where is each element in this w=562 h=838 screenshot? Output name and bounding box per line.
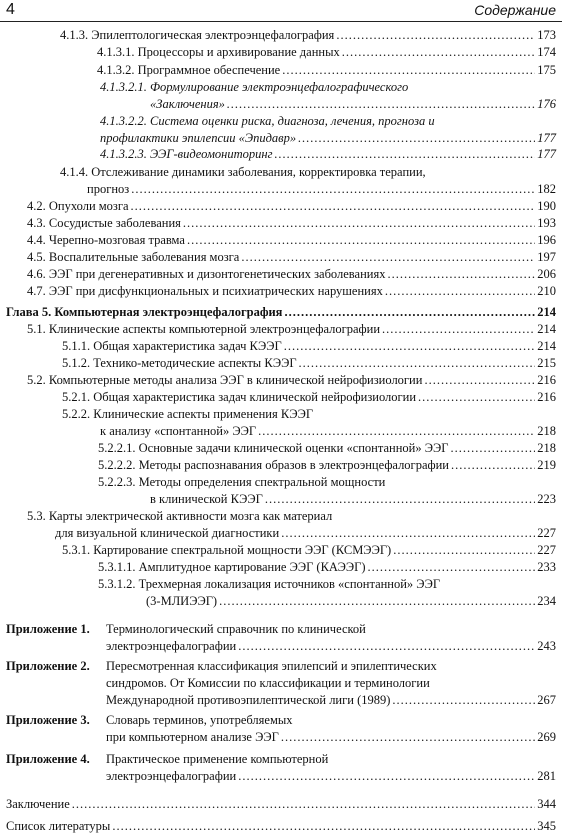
page-ref: 214 [537,339,556,353]
page-ref: 177 [537,130,556,145]
leader-dots [72,796,536,812]
toc-entry[interactable] [27,283,556,300]
entry-title: 4.1.4. Отслеживание динамики заболевания, корректировка терапии, [60,165,426,179]
page-ref: 216 [537,390,556,404]
leader-dots [424,372,535,388]
toc-entry[interactable] [62,542,556,559]
leader-dots [450,440,535,456]
leader-dots [284,304,535,320]
page-ref: 243 [537,638,556,653]
toc-entry[interactable] [6,818,556,835]
page-ref: 215 [537,356,556,370]
entry-title: в клинической КЭЭГ [150,491,263,506]
entry-title: 5.2.2.2. Методы распознавания образов в электроэнцефалографии [98,458,449,472]
entry-title: 4.7. ЭЭГ при дисфункциональных и психиатрических нарушениях [27,284,383,298]
leader-dots [393,542,535,558]
leader-dots [418,389,535,405]
entry-title: «Заключения» [150,96,225,111]
entry-title: Глава 5. Компьютерная электроэнцефалография [6,305,283,319]
entry-title: синдромов. От Комиссии по классификации и терминологии [106,675,430,690]
entry-title: 4.1.3.2.1. Формулирование электроэнцефалографического [100,80,409,94]
page-ref: 281 [537,768,556,783]
toc-entry[interactable] [98,440,556,457]
page-ref: 174 [537,45,556,59]
page-ref: 214 [537,305,556,319]
leader-dots [299,355,536,371]
entry-title: 4.5. Воспалительные заболевания мозга [27,250,240,264]
entry-title: 5.2. Компьютерные методы анализа ЭЭГ в клинической нейрофизиологии [27,373,423,387]
entry-title: Заключение [6,797,70,811]
leader-dots [282,62,535,78]
toc-entry[interactable] [27,249,556,266]
page-header [0,0,562,22]
running-title: Содержание [474,2,556,18]
leader-dots [281,729,535,745]
toc-entry[interactable] [100,113,556,147]
leader-dots [258,423,535,439]
page-ref: 196 [537,233,556,247]
page-ref: 182 [537,181,556,196]
toc-entry[interactable] [27,508,556,542]
toc-entry[interactable] [62,406,556,440]
toc-appendix-entry[interactable] [6,658,556,708]
toc-entry[interactable] [27,372,556,389]
toc-appendix-entry[interactable] [6,712,556,746]
entry-title: электроэнцефалографии [106,768,237,783]
page-ref: 218 [537,423,556,438]
toc-entry[interactable] [98,576,556,610]
leader-dots [336,27,535,43]
leader-dots [227,96,535,112]
entry-title: 5.1. Клинические аспекты компьютерной электроэнцефалографии [27,322,381,336]
page-ref: 223 [537,491,556,506]
page-ref: 177 [537,147,556,161]
toc-entry[interactable] [62,389,556,406]
toc-entry[interactable] [62,355,556,372]
leader-dots [238,638,535,654]
page-ref: 210 [537,284,556,298]
entry-title: Международной противоэпилептической лиги (1989) [106,692,391,707]
entry-title: Терминологический справочник по клинической [106,622,366,636]
leader-dots [265,491,535,507]
entry-title: 4.1.3.2.2. Система оценки риска, диагноза, лечения, прогноза и [100,114,435,128]
entry-title: для визуальной клинической диагностики [55,525,280,540]
entry-title: 4.1.3.2.3. ЭЭГ-видеомониторинг [100,147,273,161]
toc-entry[interactable] [6,796,556,813]
appendix-label: Приложение 3. [6,713,90,727]
entry-title: к анализу «спонтанной» ЭЭГ [100,423,257,438]
toc-entry[interactable] [97,44,556,61]
toc-entry[interactable] [60,27,556,44]
page-ref: 345 [537,819,556,833]
page-ref: 216 [537,373,556,387]
appendix-label: Приложение 4. [6,752,90,766]
page-ref: 344 [537,797,556,811]
entry-title: 5.3.1.1. Амплитудное картирование ЭЭГ (КАЭЭГ) [98,560,366,574]
entry-title: электроэнцефалографии [106,638,237,653]
toc-appendix-entry[interactable] [6,621,556,655]
page-ref: 190 [537,199,556,213]
entry-title: 4.1.3. Эпилептологическая электроэнцефалография [60,28,335,42]
page-ref: 227 [537,525,556,540]
entry-title: 5.2.2.1. Основные задачи клинической оценки «спонтанной» ЭЭГ [98,441,449,455]
toc-entry[interactable] [6,304,556,321]
entry-title: Словарь терминов, употребляемых [106,713,293,727]
entry-title: 4.3. Сосудистые заболевания [27,216,181,230]
page-ref: 218 [537,441,556,455]
page-ref: 176 [537,96,556,111]
leader-dots [131,198,536,214]
page-ref: 227 [537,543,556,557]
page-ref: 206 [537,267,556,281]
entry-title: 5.2.1. Общая характеристика задач клинической нейрофизиологии [62,390,417,404]
leader-dots [131,181,535,197]
toc-entry[interactable] [27,215,556,232]
page-ref: 269 [537,729,556,744]
header-rule [0,21,562,22]
entry-title: (3-МЛИЭЭГ) [146,593,218,608]
leader-dots [219,593,535,609]
page-ref: 233 [537,560,556,574]
leader-dots [298,130,535,146]
toc-entry[interactable] [27,266,556,283]
leader-dots [275,146,536,162]
toc-entry[interactable] [27,321,556,338]
page-ref: 267 [537,692,556,707]
entry-title: Практическое применение компьютерной [106,752,329,766]
entry-title: 5.1.2. Технико-методические аспекты КЭЭГ [62,356,297,370]
entry-title: прогноз [87,181,130,196]
page-ref: 197 [537,250,556,264]
leader-dots [392,692,535,708]
leader-dots [183,215,535,231]
appendix-label: Приложение 1. [6,622,90,636]
leader-dots [241,249,535,265]
leader-dots [112,818,535,834]
page-ref: 214 [537,322,556,336]
entry-title: 5.2.2.3. Методы определения спектральной мощности [98,475,386,489]
entry-title: 4.4. Черепно-мозговая травма [27,233,185,247]
appendix-label: Приложение 2. [6,659,90,673]
toc-entry[interactable] [98,474,556,508]
leader-dots [238,768,535,784]
leader-dots [382,321,535,337]
entry-title: 5.3.1.2. Трехмерная локализация источников «спонтанной» ЭЭГ [98,577,441,591]
page-ref: 219 [537,458,556,472]
leader-dots [187,232,535,248]
entry-title: Список литературы [6,819,111,833]
leader-dots [451,457,535,473]
page-ref: 234 [537,593,556,608]
page-ref: 173 [537,28,556,42]
toc-entry[interactable] [27,232,556,249]
entry-title: при компьютерном анализе ЭЭГ [106,729,279,744]
toc-entry[interactable] [27,198,556,215]
page-ref: 193 [537,216,556,230]
toc-entry[interactable] [62,338,556,355]
leader-dots [284,338,535,354]
entry-title: Пересмотренная классификация эпилепсий и эпилептических [106,659,437,673]
toc-entry[interactable] [100,79,556,113]
toc-entry[interactable] [98,457,556,474]
entry-title: 4.1.3.1. Процессоры и архивирование данных [97,45,340,59]
entry-title: 4.1.3.2. Программное обеспечение [97,63,281,77]
page-ref: 175 [537,63,556,77]
toc-entry[interactable] [60,164,556,198]
leader-dots [387,266,535,282]
toc-entry[interactable] [98,559,556,576]
toc-entry[interactable] [97,62,556,79]
entry-title: 5.3.1. Картирование спектральной мощности ЭЭГ (КСМЭЭГ) [62,543,392,557]
leader-dots [342,44,536,60]
entry-title: 4.6. ЭЭГ при дегенеративных и дизонтогенетических заболеваниях [27,267,386,281]
toc-appendix-entry[interactable] [6,751,556,785]
leader-dots [385,283,535,299]
toc-entry[interactable] [100,146,556,163]
page-number: 4 [6,1,15,18]
entry-title: 4.2. Опухоли мозга [27,199,129,213]
entry-title: 5.2.2. Клинические аспекты применения КЭЭГ [62,407,314,421]
leader-dots [368,559,536,575]
leader-dots [281,525,535,541]
entry-title: профилактики эпилепсии «Эпидавр» [100,130,297,145]
entry-title: 5.3. Карты электрической активности мозга как материал [27,509,333,523]
entry-title: 5.1.1. Общая характеристика задач КЭЭГ [62,339,282,353]
